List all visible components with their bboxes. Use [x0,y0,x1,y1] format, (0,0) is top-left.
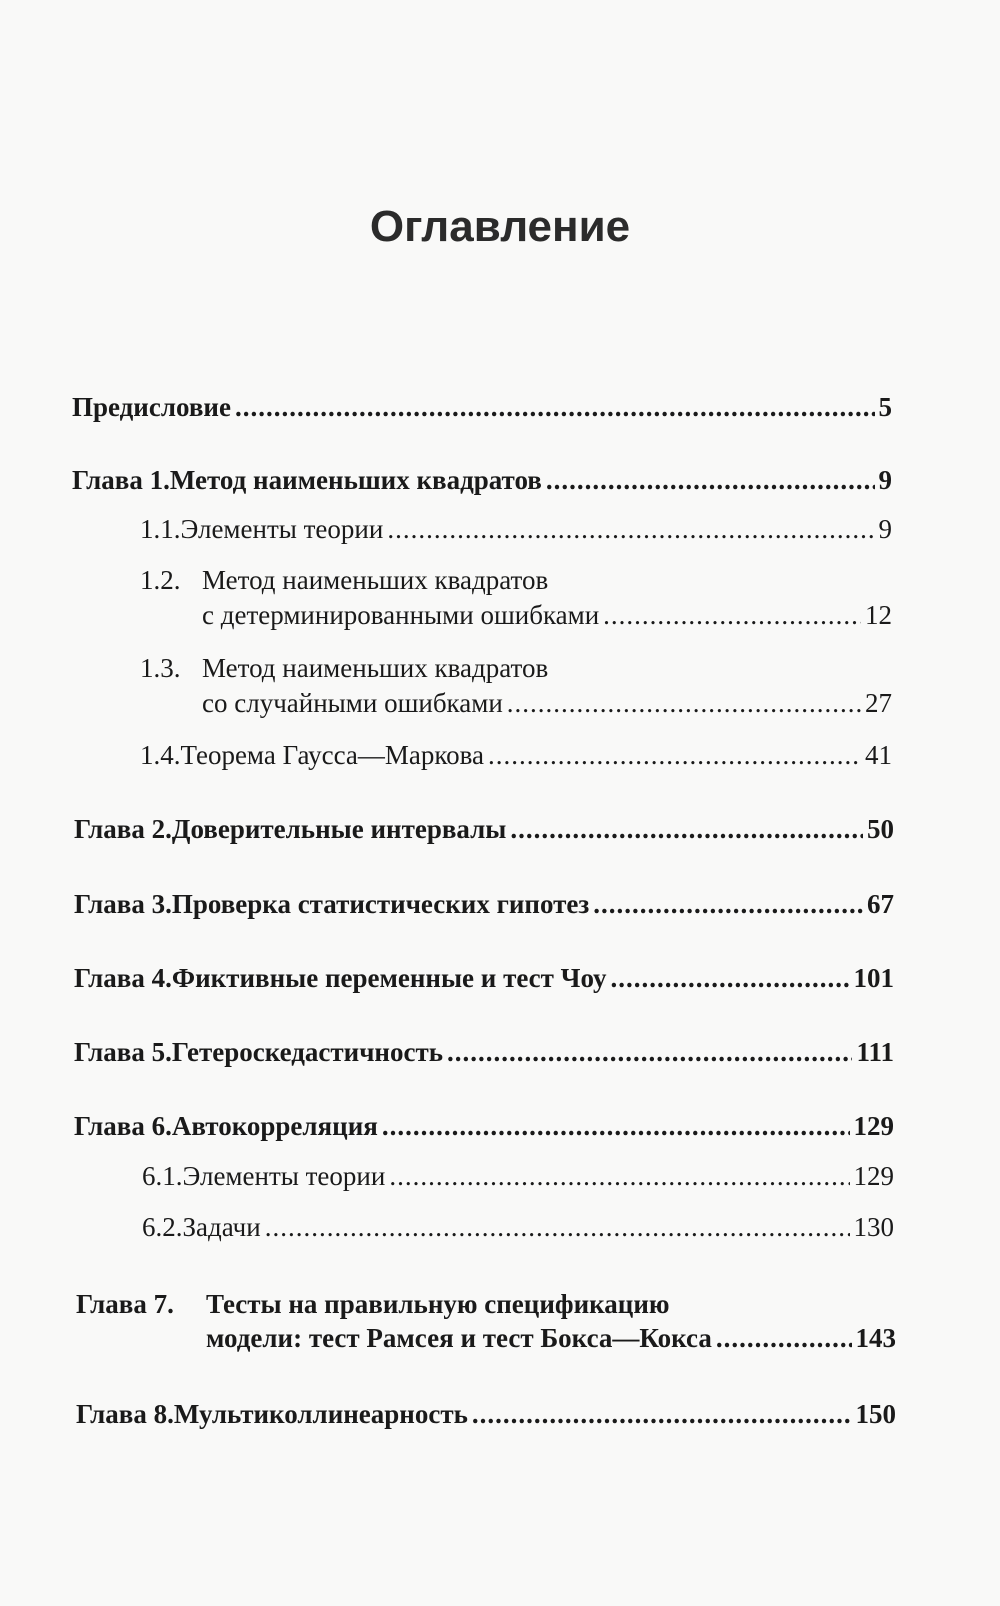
dot-leader [389,1159,849,1193]
page-number: 9 [878,465,892,495]
toc-entry-chapter-6[interactable] [74,1109,894,1143]
chapter-label: Глава 3. [74,889,172,919]
entry-title-line-1: Метод наименьших квадратов [202,653,549,683]
page-number: 67 [867,889,894,919]
dot-leader [507,686,861,720]
chapter-label: Глава 6. [74,1111,172,1141]
toc-entry-section-6-1[interactable] [142,1159,894,1193]
toc-entry-chapter-7-first-line[interactable] [76,1287,670,1321]
dot-leader [488,738,861,772]
dot-leader [603,598,861,632]
dot-leader [610,961,849,995]
toc-entry-section-1-3-first-line[interactable] [140,651,548,685]
dot-leader [235,390,875,424]
dot-leader [472,1397,852,1431]
section-label: 1.4. [140,740,181,770]
toc-entry-chapter-8[interactable] [76,1397,896,1431]
section-label: 6.2. [142,1212,183,1242]
chapter-label: Глава 2. [74,814,172,844]
entry-title: Проверка статистических гипотез [171,889,590,919]
toc-entry-chapter-4[interactable] [74,961,894,995]
toc-entry-preface[interactable] [72,390,892,424]
section-label: 1.1. [140,514,181,544]
page-number: 101 [853,963,894,993]
entry-title-line-1: Метод наименьших квадратов [202,565,549,595]
page-number: 27 [865,688,892,718]
entry-title: Мультиколлинеарность [173,1399,468,1429]
toc-entry-chapter-5[interactable] [74,1035,894,1069]
entry-title-line-2: со случайными ошибками [202,688,503,718]
toc-entry-chapter-3[interactable] [74,887,894,921]
toc-entry-section-1-2[interactable] [202,598,892,632]
toc-entry-chapter-7[interactable] [206,1321,896,1355]
page-number: 111 [856,1037,894,1067]
entry-title: Автокорреляция [171,1111,378,1141]
entry-title: Предисловие [72,392,231,422]
page-title: Оглавление [369,202,631,251]
toc-entry-section-1-1[interactable] [140,512,892,546]
entry-title: Доверительные интервалы [171,814,507,844]
page-number: 150 [855,1399,896,1429]
toc-entry-section-1-3[interactable] [202,686,892,720]
dot-leader [593,887,863,921]
section-label: 6.1. [142,1161,183,1191]
page-number: 41 [865,740,892,770]
entry-title: Задачи [182,1212,261,1242]
chapter-label: Глава 7. [76,1289,174,1319]
entry-title: Теорема Гаусса—Маркова [180,740,485,770]
entry-title-line-2: модели: тест Рамсея и тест Бокса—Кокса [206,1323,712,1353]
dot-leader [546,463,875,497]
entry-title: Метод наименьших квадратов [169,465,542,495]
toc-entry-chapter-1[interactable] [72,463,892,497]
chapter-label: Глава 8. [76,1399,174,1429]
entry-title: Элементы теории [182,1161,386,1191]
entry-title-line-2: с детерминированными ошибками [202,600,600,630]
dot-leader [510,812,863,846]
toc-entry-section-6-2[interactable] [142,1210,894,1244]
page-number: 9 [878,514,892,544]
page-number: 50 [867,814,894,844]
dot-leader [387,512,874,546]
dot-leader [716,1321,852,1355]
dot-leader [382,1109,850,1143]
page-number: 143 [855,1323,896,1353]
toc-entry-chapter-2[interactable] [74,812,894,846]
page-number: 12 [865,600,892,630]
page-number: 129 [853,1111,894,1141]
toc-entry-section-1-4[interactable] [140,738,892,772]
dot-leader [447,1035,852,1069]
entry-title-line-1: Тесты на правильную спецификацию [206,1289,670,1319]
section-label: 1.2. [140,565,181,595]
entry-title: Фиктивные переменные и тест Чоу [171,963,607,993]
page-number: 5 [878,392,892,422]
page-number: 129 [853,1161,894,1191]
page-number: 130 [853,1212,894,1242]
chapter-label: Глава 1. [72,465,170,495]
dot-leader [265,1210,850,1244]
section-label: 1.3. [140,653,181,683]
chapter-label: Глава 5. [74,1037,172,1067]
entry-title: Гетероскедастичность [171,1037,444,1067]
toc-entry-section-1-2-first-line[interactable] [140,563,548,597]
chapter-label: Глава 4. [74,963,172,993]
entry-title: Элементы теории [180,514,384,544]
